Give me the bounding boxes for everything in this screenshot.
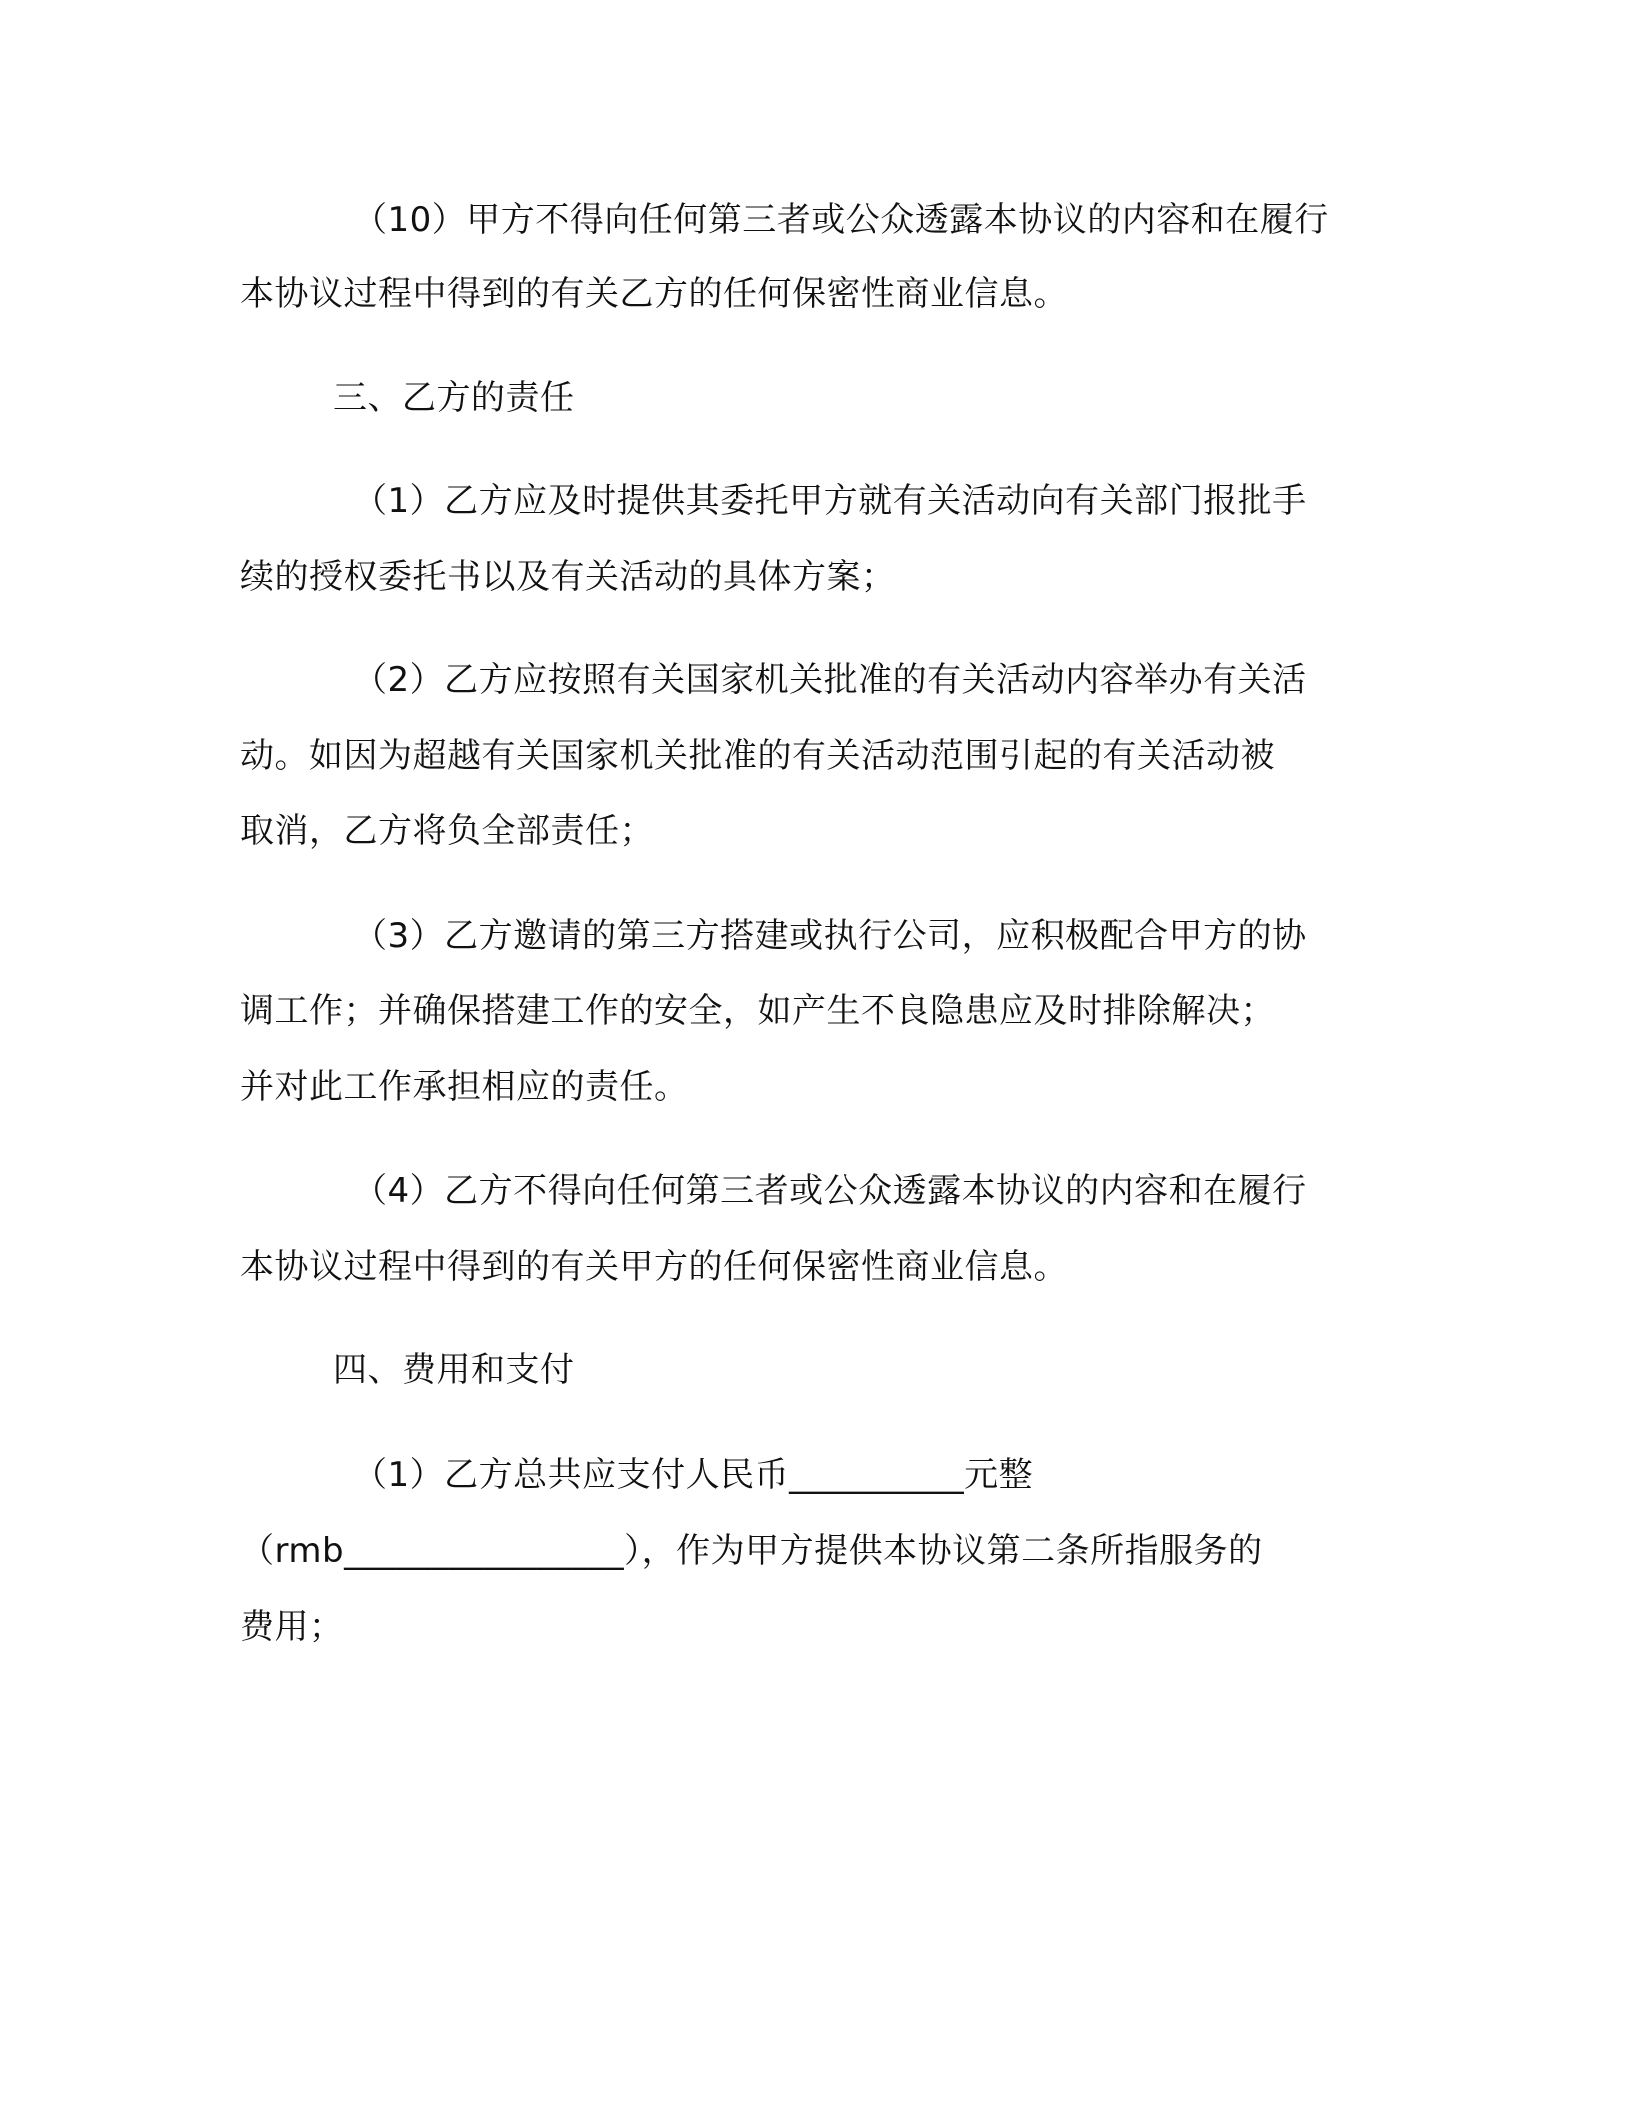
section-3-item-1-line-1: （1）乙方应及时提供其委托甲方就有关活动向有关部门报批手	[353, 481, 1307, 521]
section-3-item-3-line-3: 并对此工作承担相应的责任。	[240, 1067, 689, 1107]
section-4-item-1-line-2: （rmb________________），作为甲方提供本协议第二条所指服务的	[240, 1531, 1263, 1571]
section-3-item-2-line-2: 动。如因为超越有关国家机关批准的有关活动范围引起的有关活动被	[240, 736, 1275, 776]
section-3-item-3-line-1: （3）乙方邀请的第三方搭建或执行公司，应积极配合甲方的协	[353, 916, 1307, 956]
para-10-line-2: 本协议过程中得到的有关乙方的任何保密性商业信息。	[240, 274, 1068, 314]
section-4-item-1-line-3: 费用；	[240, 1607, 344, 1647]
section-3-item-4-line-2: 本协议过程中得到的有关甲方的任何保密性商业信息。	[240, 1247, 1068, 1287]
section-3-item-3-line-2: 调工作；并确保搭建工作的安全，如产生不良隐患应及时排除解决；	[240, 991, 1275, 1031]
section-3-item-1-line-2: 续的授权委托书以及有关活动的具体方案；	[240, 557, 896, 597]
section-4-item-1-line-1: （1）乙方总共应支付人民币__________元整	[353, 1455, 1034, 1495]
section-3-item-2-line-3: 取消，乙方将负全部责任；	[240, 811, 654, 851]
section-3-item-4-line-1: （4）乙方不得向任何第三者或公众透露本协议的内容和在履行	[353, 1171, 1307, 1211]
section-3-heading: 三、乙方的责任	[333, 378, 575, 418]
para-10-line-1: （10）甲方不得向任何第三者或公众透露本协议的内容和在履行	[353, 200, 1329, 240]
section-4-heading: 四、费用和支付	[333, 1350, 575, 1390]
section-3-item-2-line-1: （2）乙方应按照有关国家机关批准的有关活动内容举办有关活	[353, 660, 1307, 700]
